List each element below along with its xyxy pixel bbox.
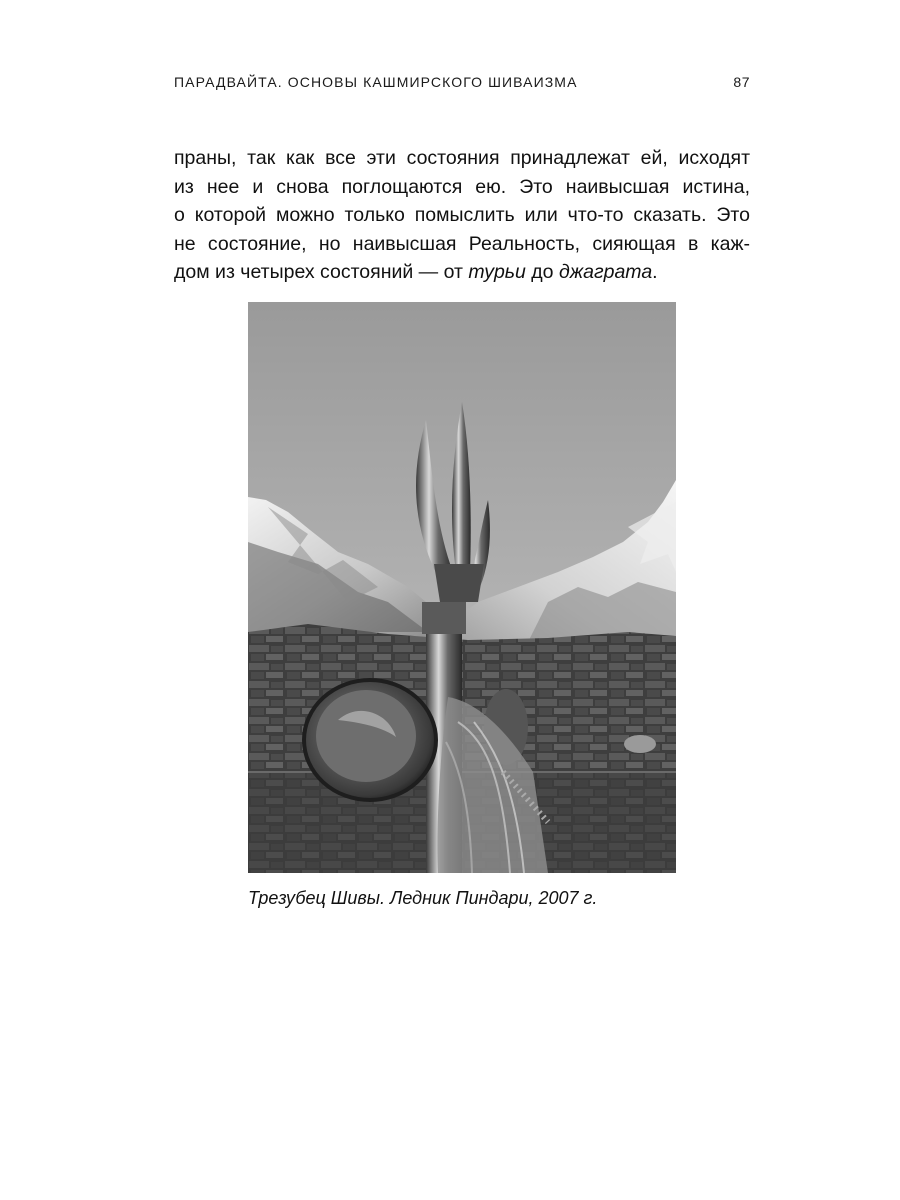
running-title: ПАРАДВАЙТА. ОСНОВЫ КАШМИРСКОГО ШИВАИЗМА [174,74,578,90]
trident-photo [248,302,676,873]
body-paragraph [174,144,750,287]
figure-caption: Трезубец Шивы. Ледник Пиндари, 2007 г. [248,888,598,908]
text-fragment: дом из четырех состояний — от [174,261,469,283]
text-line [174,258,750,287]
text-line: о которой можно только помыслить или что-то сказать. Это [174,204,750,226]
text-line: из нее и снова поглощаются ею. Это наивысшая истина, [174,175,750,198]
page-number: 87 [733,74,750,90]
running-head [174,74,750,96]
italic-term-jagrat: джаграта [558,261,653,283]
text-line: праны, так как все эти состояния принадлежат ей, исходят [174,147,750,169]
text-fragment: до [525,261,559,283]
italic-term-turya: турьи [468,261,526,283]
text-line: не состояние, но наивысшая Реальность, сияющая в каж- [174,232,750,255]
text-fragment: . [652,261,658,283]
photo-illustration [248,302,676,873]
